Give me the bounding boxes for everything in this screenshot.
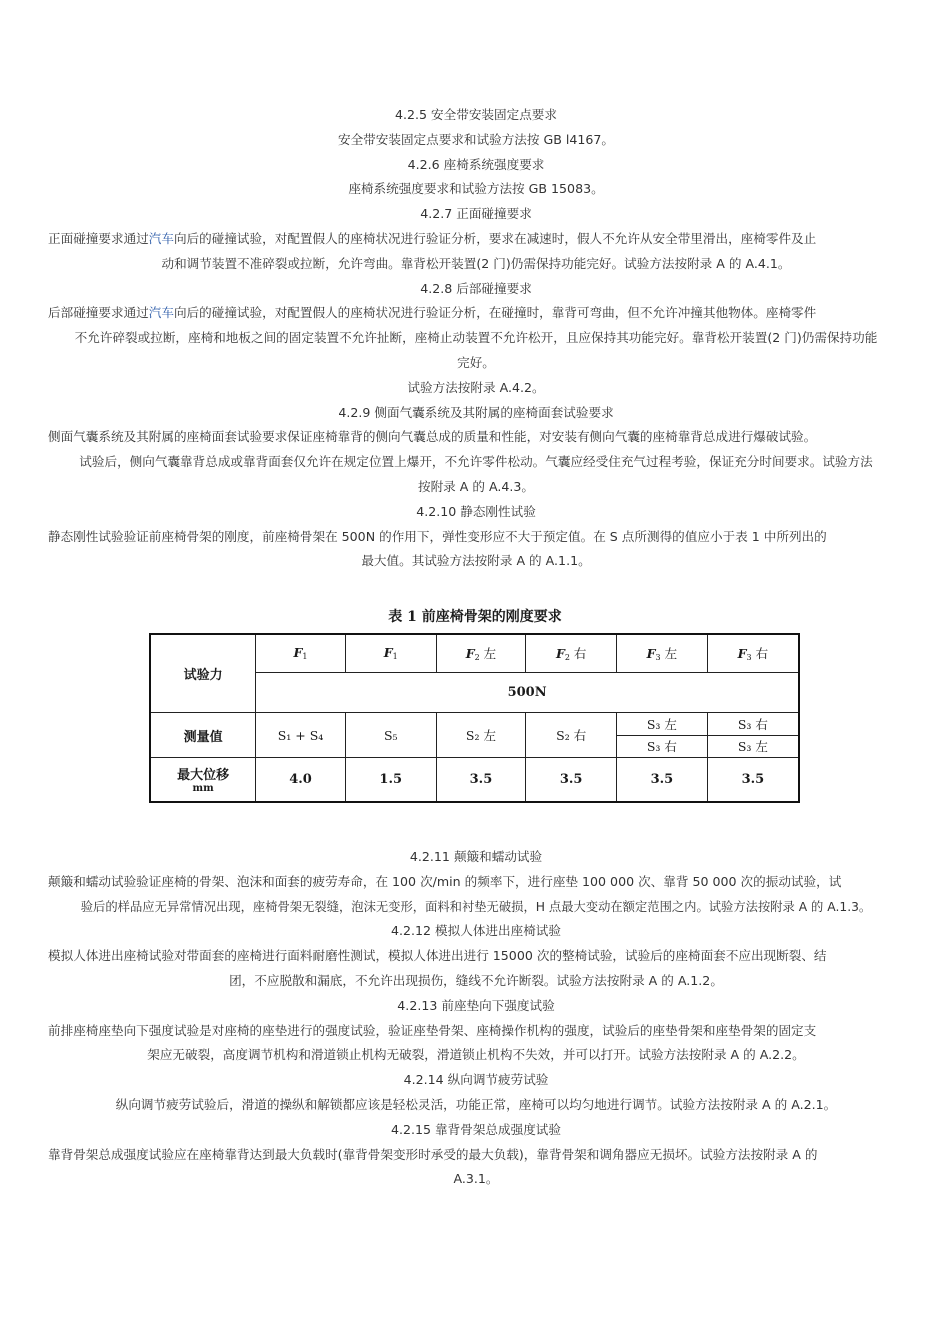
stiffness-table (149, 633, 800, 803)
car-link[interactable]: 汽车 (148, 230, 174, 246)
text-fragment: 后部碰撞要求通过 (48, 305, 149, 321)
force-col-1: $F_1$ (256, 634, 346, 672)
text-line: 颠簸和蠕动试验验证座椅的骨架、泡沫和面套的疲劳寿命，在 100 次/min 的频率下，进行座垫 100 000 次、靠背 50 000 次的振动试验，试 (48, 873, 842, 889)
measure-split-b2: S₃ 左 (707, 735, 799, 757)
max-value-1: 4.0 (256, 757, 346, 802)
section-text-4-2-15 (22, 1143, 930, 1193)
document-lower (22, 845, 930, 1192)
car-link[interactable]: 汽车 (148, 305, 174, 321)
section-heading-4-2-11: 4.2.11 颠簸和蠕动试验 (409, 849, 543, 864)
section-text-4-2-7 (22, 227, 930, 277)
section-text-4-2-8 (22, 301, 930, 400)
force-col-2: $F_1$ (345, 634, 436, 672)
text-line: 验后的样品应无异常情况出现，座椅骨架无裂缝，泡沫无变形，面料和衬垫无破损，H 点最大变动在额定范围之内。试验方法按附录 A 的 A.1.3。 (80, 899, 872, 914)
row-label-max (150, 757, 256, 802)
max-label: 最大位移 (177, 768, 230, 784)
section-text-4-2-9 (22, 425, 930, 499)
measure-col-1: S₁ + S₄ (256, 713, 346, 758)
section-heading-4-2-9: 4.2.9 侧面气囊系统及其附属的座椅面套试验要求 (338, 404, 614, 420)
max-value-6: 3.5 (707, 757, 799, 802)
measure-col-3: S₂ 左 (436, 713, 526, 758)
section-heading-4-2-12: 4.2.12 模拟人体进出座椅试验 (391, 923, 561, 939)
text-line: 模拟人体进出座椅试验对带面套的座椅进行面料耐磨性测试，模拟人体进出进行 15000 次的整椅试验，试验后的座椅面套不应出现断裂、结 (48, 948, 827, 964)
force-col-4: $F_2$ 右 (526, 634, 617, 672)
row-label-measure: 测量值 (150, 713, 256, 758)
section-text-4-2-11 (22, 870, 930, 920)
text-line: 试验后，侧向气囊靠背总成或靠背面套仅允许在规定位置上爆开，不允许零件松动。气囊应经受住充气过程考验，保证充分时间要求。试验方法 (79, 454, 873, 470)
section-heading-4-2-5: 4.2.5 安全带安装固定点要求 (395, 107, 557, 122)
row-label-force: 试验力 (150, 634, 256, 713)
document-upper (22, 103, 930, 574)
force-col-3: $F_2$ 左 (436, 634, 526, 672)
text-line: 动和调节装置不准碎裂或拉断，允许弯曲。靠背松开装置(2 门)仍需保持功能完好。试验方法按附录 A 的 A.4.1。 (161, 255, 791, 271)
max-value-5: 3.5 (617, 757, 708, 802)
text-fragment: 正面碰撞要求通过 (48, 230, 149, 246)
text-line: 靠背骨架总成强度试验应在座椅靠背达到最大负载时(靠背骨架变形时承受的最大负载)，靠背骨架和调角器应无损坏。试验方法按附录 A 的 (48, 1146, 818, 1162)
text-line: 架应无破裂，高度调节机构和滑道锁止机构无破裂，滑道锁止机构不失效，并可以打开。试验方法按附录 A 的 A.2.2。 (147, 1047, 805, 1063)
text-line: 前排座椅座垫向下强度试验是对座椅的座垫进行的强度试验，验证座垫骨架、座椅操作机构的强度，试验后的座垫骨架和座垫骨架的固定支 (48, 1022, 817, 1038)
max-value-3: 3.5 (436, 757, 526, 802)
section-text-4-2-5: 安全带安装固定点要求和试验方法按 GB l4167。 (337, 131, 615, 147)
section-heading-4-2-10: 4.2.10 静态刚性试验 (416, 503, 536, 519)
section-text-4-2-6: 座椅系统强度要求和试验方法按 GB 15083。 (348, 181, 604, 197)
text-line: 不允许碎裂或拉断，座椅和地板之间的固定装置不允许扯断，座椅止动装置不允许松开，且应保持其功能完好。靠背松开装置(2 门)仍需保持功能 (74, 330, 878, 346)
text-line: 静态刚性试验验证前座椅骨架的刚度，前座椅骨架在 500N 的作用下，弹性变形应不大于预定值。在 S 点所测得的值应小于表 1 中所列出的 (48, 528, 827, 544)
text-line: A.3.1。 (453, 1171, 499, 1187)
force-col-5: $F_3$ 左 (617, 634, 708, 672)
text-line: 按附录 A 的 A.4.3。 (417, 478, 535, 494)
force-value: 500N (256, 672, 799, 712)
max-value-4: 3.5 (526, 757, 617, 802)
measure-split-a2: S₃ 右 (707, 713, 799, 735)
text-line: 团，不应脱散和漏底，不允许出现损伤，缝线不允许断裂。试验方法按附录 A 的 A.1.2。 (229, 972, 723, 988)
measure-col-2: S₅ (345, 713, 436, 758)
section-heading-4-2-8: 4.2.8 后部碰撞要求 (420, 280, 532, 296)
max-value-2: 1.5 (345, 757, 436, 802)
text-line: 试验方法按附录 A.4.2。 (407, 379, 545, 395)
section-text-4-2-13 (22, 1019, 930, 1069)
section-heading-4-2-13: 4.2.13 前座垫向下强度试验 (397, 997, 555, 1013)
text-fragment: 向后的碰撞试验，对配置假人的座椅状况进行验证分析，要求在减速时，假人不允许从安全带里滑出，座椅零件及止 (173, 230, 817, 246)
max-unit: mm (192, 783, 214, 795)
measure-col-4: S₂ 右 (526, 713, 617, 758)
section-text-4-2-12 (22, 944, 930, 994)
section-heading-4-2-6: 4.2.6 座椅系统强度要求 (407, 156, 545, 172)
text-line: 完好。 (457, 354, 495, 370)
measure-split-a1: S₃ 左 (617, 713, 708, 735)
force-col-6: $F_3$ 右 (707, 634, 799, 672)
measure-split-b1: S₃ 右 (617, 735, 708, 757)
table-title: 表 1 前座椅骨架的刚度要求 (388, 609, 562, 625)
text-line: 最大值。其试验方法按附录 A 的 A.1.1。 (361, 553, 591, 569)
section-heading-4-2-14: 4.2.14 纵向调节疲劳试验 (403, 1072, 549, 1088)
section-heading-4-2-15: 4.2.15 靠背骨架总成强度试验 (391, 1121, 561, 1137)
text-fragment: 向后的碰撞试验，对配置假人的座椅状况进行验证分析，在碰撞时，靠背可弯曲，但不允许冲撞其他物体。座椅零件 (173, 305, 817, 321)
section-text-4-2-14: 纵向调节疲劳试验后，滑道的操纵和解锁都应该是轻松灵活，功能正常，座椅可以均匀地进行调节。试验方法按附录 A 的 A.2.1。 (115, 1096, 837, 1112)
section-heading-4-2-7: 4.2.7 正面碰撞要求 (420, 206, 532, 222)
section-text-4-2-10 (22, 525, 930, 575)
text-line: 侧面气囊系统及其附属的座椅面套试验要求保证座椅靠背的侧向气囊总成的质量和性能，对安装有侧向气囊的座椅靠背总成进行爆破试验。 (48, 429, 817, 445)
